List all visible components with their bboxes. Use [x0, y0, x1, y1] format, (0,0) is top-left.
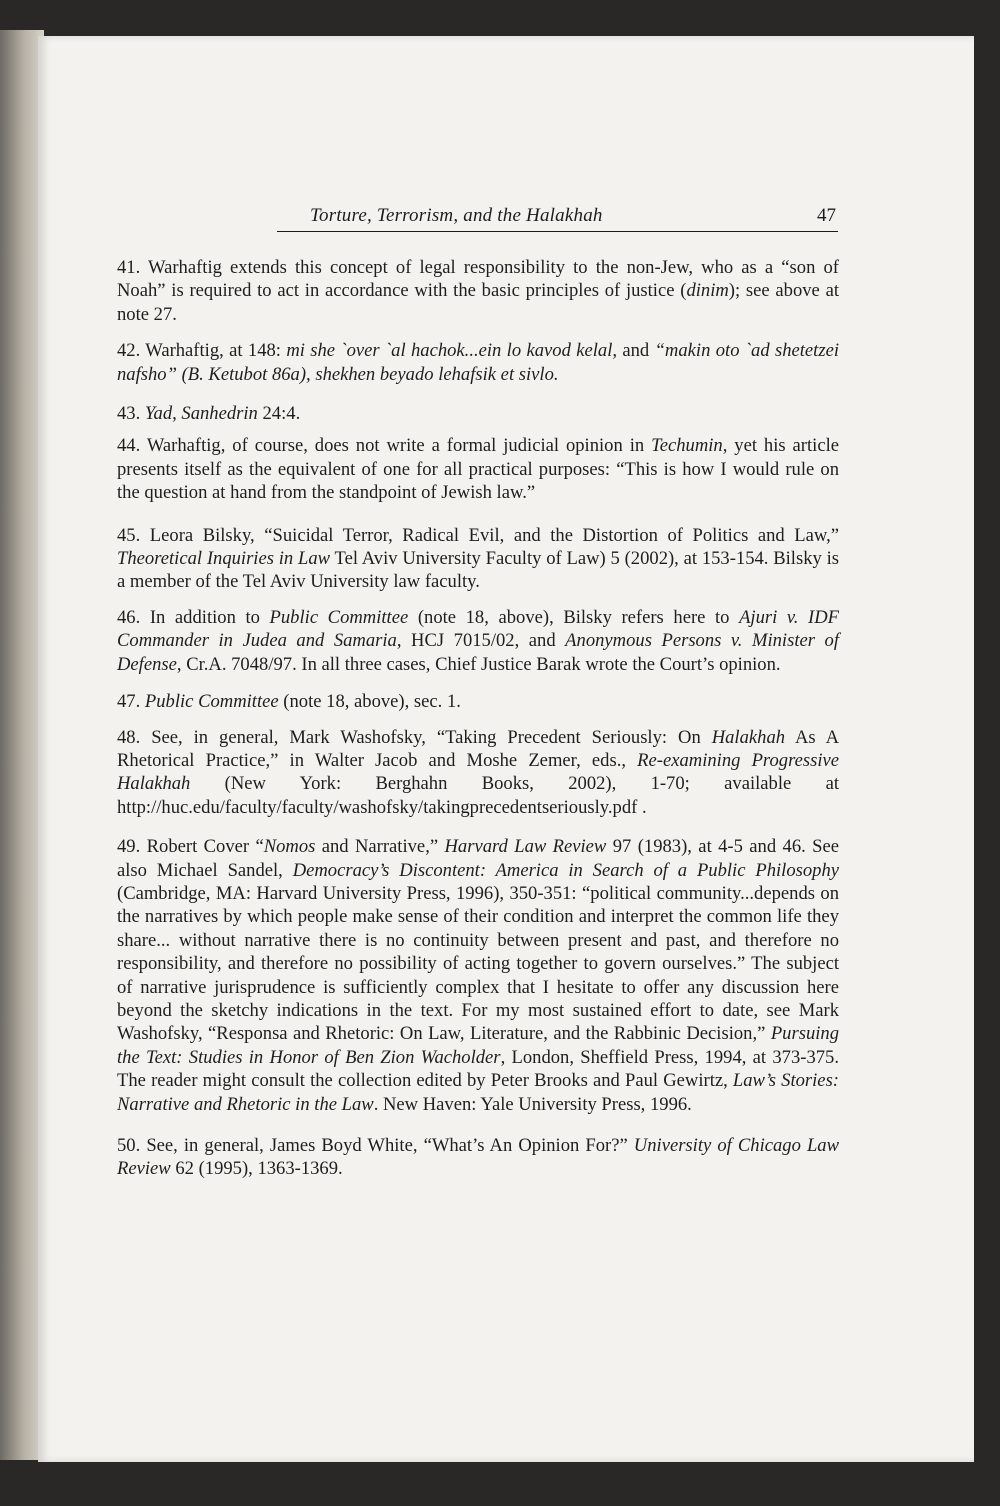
note-italic: Harvard Law Review	[444, 836, 607, 858]
note-text: Tel Aviv University Faculty of Law) 5 (2002), at 153-154. Bilsky is a member of the Tel Aviv University law faculty.	[117, 548, 840, 593]
note-italic: Anonymous Persons v. Minister of Defense	[117, 630, 839, 675]
note-text: (note 18, above), Bilsky refers here to	[408, 606, 740, 628]
note-text: 47.	[117, 691, 145, 713]
running-header	[277, 205, 838, 232]
note-text: 42. Warhaftig, at 148:	[117, 340, 287, 362]
note-text: (note 18, above), sec. 1.	[278, 691, 461, 713]
note-text: 44. Warhaftig, of course, does not write a formal judicial opinion in	[117, 435, 652, 457]
note-text: (New York: Berghahn Books, 2002), 1-70; available at http://huc.edu/faculty/faculty/washofsky/takingprecedentseriously.pdf .	[117, 773, 839, 818]
note-italic: Techumin	[651, 435, 723, 457]
endnotes	[117, 256, 839, 1181]
note-text: , London, Sheffield Press, 1994, at 373-375. The reader might consult the collection edited by Peter Brooks and Paul Gewirtz,	[117, 1046, 839, 1092]
note-text: 24:4.	[257, 403, 301, 425]
note-italic: University of Chicago Law Review	[117, 1135, 839, 1180]
note-italic: Ajuri v. IDF Commander in Judea and Samaria	[117, 606, 839, 652]
note-text: , HCJ 7015/02, and	[396, 630, 566, 652]
endnote-41	[117, 256, 839, 326]
note-italic: mi she `over `al hachok...ein lo kavod kelal,	[286, 340, 618, 362]
note-text: 45. Leora Bilsky, “Suicidal Terror, Radical Evil, and the Distortion of Politics and Law,”	[117, 524, 839, 546]
note-text: 49. Robert Cover “	[117, 836, 264, 858]
note-italic: “makin oto `ad shetetzei nafsho” (B. Ketubot 86a), shekhen beyado lehafsik et sivlo.	[117, 340, 839, 385]
endnote-50	[117, 1134, 839, 1181]
running-title: Torture, Terrorism, and the Halakhah	[310, 205, 603, 226]
note-text: (Cambridge, MA: Harvard University Press, 1996), 350-351: “political community...depends on the narratives by which people make sense of their condition and interpret the common life they share... without narrative there is no continuity between present and past, and therefore no responsibility, and therefore no possibility of acting together to govern ourselves.” The subject of narrative jurisprudence is sufficiently complex that I hesitate to offer any discussion here beyond the sketchy indications in the text. For my most sustained effort to date, see Mark Washofsky, “Responsa and Rhetoric: On Law, Literature, and the Rabbinic Decision,”	[117, 882, 839, 1045]
note-italic: Yad, Sanhedrin	[144, 403, 258, 425]
endnote-43	[117, 402, 839, 425]
note-text: 50. See, in general, James Boyd White, “What’s An Opinion For?”	[117, 1135, 634, 1156]
note-text: ); see above at note 27.	[117, 280, 839, 325]
note-italic: Pursuing the Text: Studies in Honor of Ben Zion Wacholder	[117, 1023, 839, 1068]
note-italic: Theoretical Inquiries in Law	[117, 548, 331, 570]
note-text: 48. See, in general, Mark Washofsky, “Taking Precedent Seriously: On	[117, 726, 712, 748]
note-text: , yet his article presents itself as the equivalent of one for all practical purposes: “This is how I would rule on the question at hand from the standpoint of Jewish law.”	[117, 435, 839, 504]
page-number: 47	[817, 205, 836, 226]
endnote-47	[117, 690, 839, 713]
note-italic: Public Committee	[269, 606, 409, 628]
note-text: As A Rhetorical Practice,” in Walter Jacob and Moshe Zemer, eds.,	[117, 726, 839, 771]
endnote-48	[117, 726, 839, 820]
note-text: 41. Warhaftig extends this concept of legal responsibility to the non-Jew, who as a “son of Noah” is required to act in accordance with the basic principles of justice (	[117, 257, 839, 302]
endnote-46	[117, 606, 839, 676]
note-text: and	[617, 340, 655, 362]
note-text: 62 (1995), 1363-1369.	[170, 1158, 343, 1180]
note-text: 43.	[117, 403, 145, 425]
note-text: 97 (1983), at 4-5 and 46. See also Michael Sandel,	[117, 836, 839, 881]
note-italic: Halakhah	[711, 726, 786, 748]
endnote-45	[117, 524, 839, 594]
endnote-42	[117, 339, 839, 386]
note-italic: Public Committee	[144, 691, 279, 713]
note-text: and Narrative,”	[315, 836, 445, 858]
note-italic: Nomos	[263, 836, 316, 858]
note-text: . New Haven: Yale University Press, 1996.	[373, 1093, 692, 1115]
note-italic: dinim	[686, 280, 729, 302]
note-text: 46. In addition to	[117, 606, 270, 628]
note-text: , Cr.A. 7048/97. In all three cases, Chief Justice Barak wrote the Court’s opinion.	[176, 653, 781, 675]
note-italic: Democracy’s Discontent: America in Search of a Public Philosophy	[292, 859, 839, 881]
note-italic: Re-examining Progressive Halakhah	[117, 749, 840, 795]
note-italic: Law’s Stories: Narrative and Rhetoric in the Law	[117, 1070, 839, 1115]
endnote-44	[117, 434, 839, 504]
endnote-49	[117, 835, 839, 1116]
